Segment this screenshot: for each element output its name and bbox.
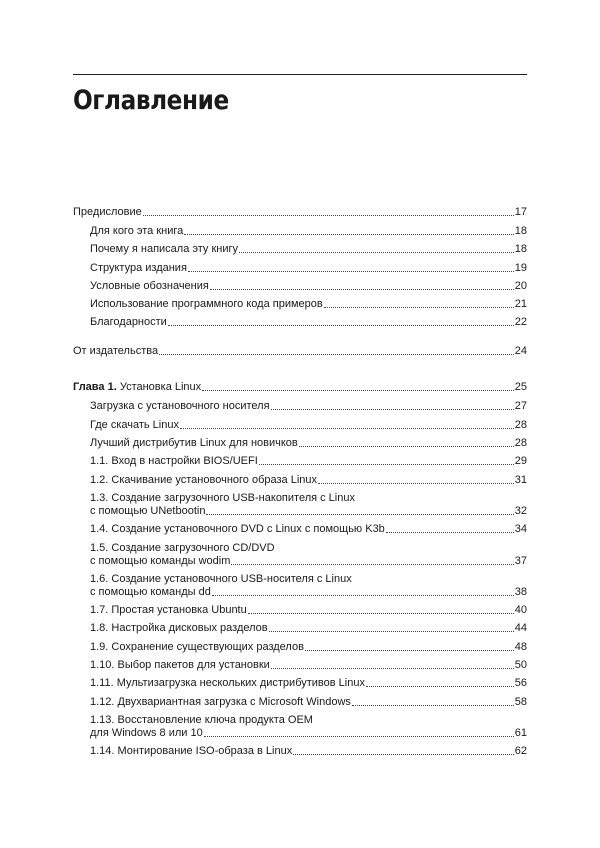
page-number: 28: [514, 437, 527, 450]
toc-entry[interactable]: [73, 243, 527, 256]
toc-entry-text: Установка Linux: [116, 381, 202, 394]
toc-entry[interactable]: [73, 400, 527, 413]
toc-entry-title: [90, 505, 205, 518]
toc-entry-text: с помощью команды wodim: [90, 554, 231, 567]
toc-entry-text: 1.2. Скачивание установочного образа Linux: [90, 473, 317, 486]
toc-entry-title: [90, 243, 238, 256]
toc-entry[interactable]: [73, 206, 527, 219]
toc-entry-text: Условные обозначения: [90, 279, 209, 292]
page-number: 27: [514, 400, 527, 413]
table-of-contents: [73, 206, 527, 758]
dot-leader: [184, 233, 513, 235]
toc-entry-text: 1.4. Создание установочного DVD с Linux с помощью K3b: [90, 523, 385, 536]
toc-entry-text: с помощью UNetbootin: [90, 504, 206, 517]
toc-entry-title-line: 1.5. Создание загрузочного CD/DVD: [90, 541, 275, 554]
dot-leader: [206, 513, 513, 515]
toc-entry-text: Почему я написала эту книгу: [90, 243, 239, 256]
toc-entry[interactable]: [73, 345, 527, 358]
toc-entry-text: 1.11. Мультизагрузка нескольких дистрибутивов Linux: [90, 677, 365, 690]
dot-leader: [180, 427, 514, 429]
toc-entry-title: [90, 555, 230, 568]
toc-entry-title: [90, 745, 292, 758]
toc-entry-text: Структура издания: [90, 261, 187, 274]
page-number: 44: [514, 622, 527, 635]
dot-leader: [366, 685, 514, 687]
toc-entry-text: Для кого эта книга: [90, 225, 184, 237]
toc-entry-title: [90, 659, 270, 672]
page-number: 22: [514, 316, 527, 329]
dot-leader: [248, 612, 514, 614]
dot-leader: [271, 408, 514, 410]
toc-entry[interactable]: [73, 604, 527, 617]
toc-entry-title: [90, 523, 385, 536]
toc-entry[interactable]: [73, 622, 527, 635]
toc-entry-title-line: 1.6. Создание установочного USB-носителя с Linux: [90, 572, 352, 585]
toc-entry-title: [90, 225, 183, 238]
dot-leader: [305, 649, 514, 651]
toc-entry[interactable]: [73, 381, 527, 394]
toc-entry[interactable]: [73, 573, 527, 599]
dot-leader: [143, 214, 514, 216]
toc-entry-title: [90, 455, 258, 468]
toc-entry[interactable]: [73, 659, 527, 672]
dot-leader: [386, 531, 514, 533]
toc-entry[interactable]: [73, 492, 527, 518]
page-number: 58: [514, 695, 527, 708]
toc-entry-text: 1.14. Монтирование ISO-образа в Linux: [90, 745, 293, 758]
toc-entry-title: [73, 206, 142, 219]
toc-entry-text: с помощью команды dd: [90, 585, 211, 598]
toc-entry-title: [90, 727, 203, 740]
page-number: 28: [514, 418, 527, 431]
toc-entry-title: [90, 437, 298, 450]
toc-entry-title: [90, 262, 187, 275]
toc-entry[interactable]: [73, 298, 527, 311]
page-number: 50: [514, 659, 527, 672]
page-number: 29: [514, 455, 527, 468]
page-number: 25: [514, 381, 527, 394]
toc-entry-title: [73, 345, 158, 358]
toc-entry-title: [73, 381, 201, 394]
toc-entry[interactable]: [73, 542, 527, 568]
dot-leader: [168, 324, 514, 326]
toc-entry[interactable]: [73, 455, 527, 468]
dot-leader: [259, 463, 514, 465]
dot-leader: [231, 563, 513, 565]
toc-entry[interactable]: [73, 419, 527, 432]
dot-leader: [188, 270, 514, 272]
toc-entry[interactable]: [73, 474, 527, 487]
toc-entry[interactable]: [73, 523, 527, 536]
dot-leader: [352, 704, 514, 706]
toc-entry-title-line: 1.3. Создание загрузочного USB-накопителя с Linux: [90, 491, 355, 504]
toc-entry-text: Благодарности: [90, 316, 167, 329]
toc-entry-title: [90, 316, 167, 329]
toc-entry[interactable]: [73, 262, 527, 275]
toc-entry-title: [90, 604, 247, 617]
page-number: 18: [514, 243, 527, 256]
toc-entry-text: для Windows 8 или 10: [90, 726, 203, 739]
toc-entry-text: 1.9. Сохранение существующих разделов: [90, 640, 304, 653]
toc-entry-title: [90, 280, 209, 293]
toc-entry[interactable]: [73, 677, 527, 690]
header-rule: [73, 74, 527, 75]
page-number: 37: [514, 554, 527, 567]
dot-leader: [239, 251, 514, 253]
toc-entry-text: Где скачать Linux: [90, 418, 179, 431]
toc-entry-title: [90, 474, 317, 487]
toc-entry-title: [90, 586, 211, 599]
page-title: Оглавление: [73, 85, 229, 116]
page-number: 31: [514, 473, 527, 486]
page-number: 56: [514, 677, 527, 690]
toc-entry-title: [90, 298, 323, 311]
chapter-label: Глава 1.: [73, 381, 117, 394]
page-number: 34: [514, 523, 527, 536]
toc-entry-title: [90, 641, 304, 654]
toc-entry-text: 1.10. Выбор пакетов для установки: [90, 659, 270, 672]
page-number: 24: [514, 345, 527, 358]
page-number: 17: [514, 206, 527, 218]
dot-leader: [318, 482, 514, 484]
dot-leader: [271, 667, 514, 669]
page-number: 32: [514, 504, 527, 517]
page-number: 40: [514, 604, 527, 617]
page-number: 18: [514, 225, 527, 237]
dot-leader: [210, 288, 514, 290]
toc-entry[interactable]: [73, 437, 527, 450]
page-number: 38: [514, 585, 527, 598]
toc-entry-title: [90, 400, 270, 413]
dot-leader: [202, 389, 514, 391]
dot-leader: [324, 306, 514, 308]
toc-entry[interactable]: [73, 714, 527, 740]
dot-leader: [293, 753, 514, 755]
toc-entry-title: [90, 696, 351, 709]
toc-entry-text: 1.12. Двухвариантная загрузка с Microsoft Windows: [90, 695, 351, 708]
toc-entry[interactable]: [73, 745, 527, 758]
toc-entry-text: Загрузка с установочного носителя: [90, 400, 270, 413]
dot-leader: [204, 735, 514, 737]
toc-entry-title-line: 1.13. Восстановление ключа продукта OEM: [90, 713, 313, 726]
toc-entry-text: 1.8. Настройка дисковых разделов: [90, 622, 268, 635]
page-number: 61: [514, 726, 527, 739]
toc-entry-text: Лучший дистрибутив Linux для новичков: [90, 437, 298, 450]
dot-leader: [299, 445, 514, 447]
page-number: 20: [514, 279, 527, 292]
toc-entry-text: От издательства: [73, 345, 159, 358]
toc-entry-title: [90, 622, 268, 635]
toc-entry[interactable]: [73, 280, 527, 293]
page-number: 48: [514, 640, 527, 653]
dot-leader: [269, 630, 514, 632]
page-number: 19: [514, 261, 527, 274]
toc-entry-text: 1.1. Вход в настройки BIOS/UEFI: [90, 455, 258, 468]
toc-entry[interactable]: [73, 316, 527, 329]
toc-entry-text: Использование программного кода примеров: [90, 298, 323, 311]
toc-entry-title: [90, 419, 179, 432]
toc-entry-title: [90, 677, 365, 690]
page-number: 21: [514, 298, 527, 311]
toc-entry-text: 1.7. Простая установка Ubuntu: [90, 604, 247, 617]
toc-entry[interactable]: [73, 696, 527, 709]
toc-entry[interactable]: [73, 225, 527, 238]
page-number: 62: [514, 745, 527, 758]
toc-entry-text: Предисловие: [73, 206, 142, 218]
dot-leader: [212, 594, 514, 596]
dot-leader: [159, 353, 514, 355]
toc-entry[interactable]: [73, 641, 527, 654]
